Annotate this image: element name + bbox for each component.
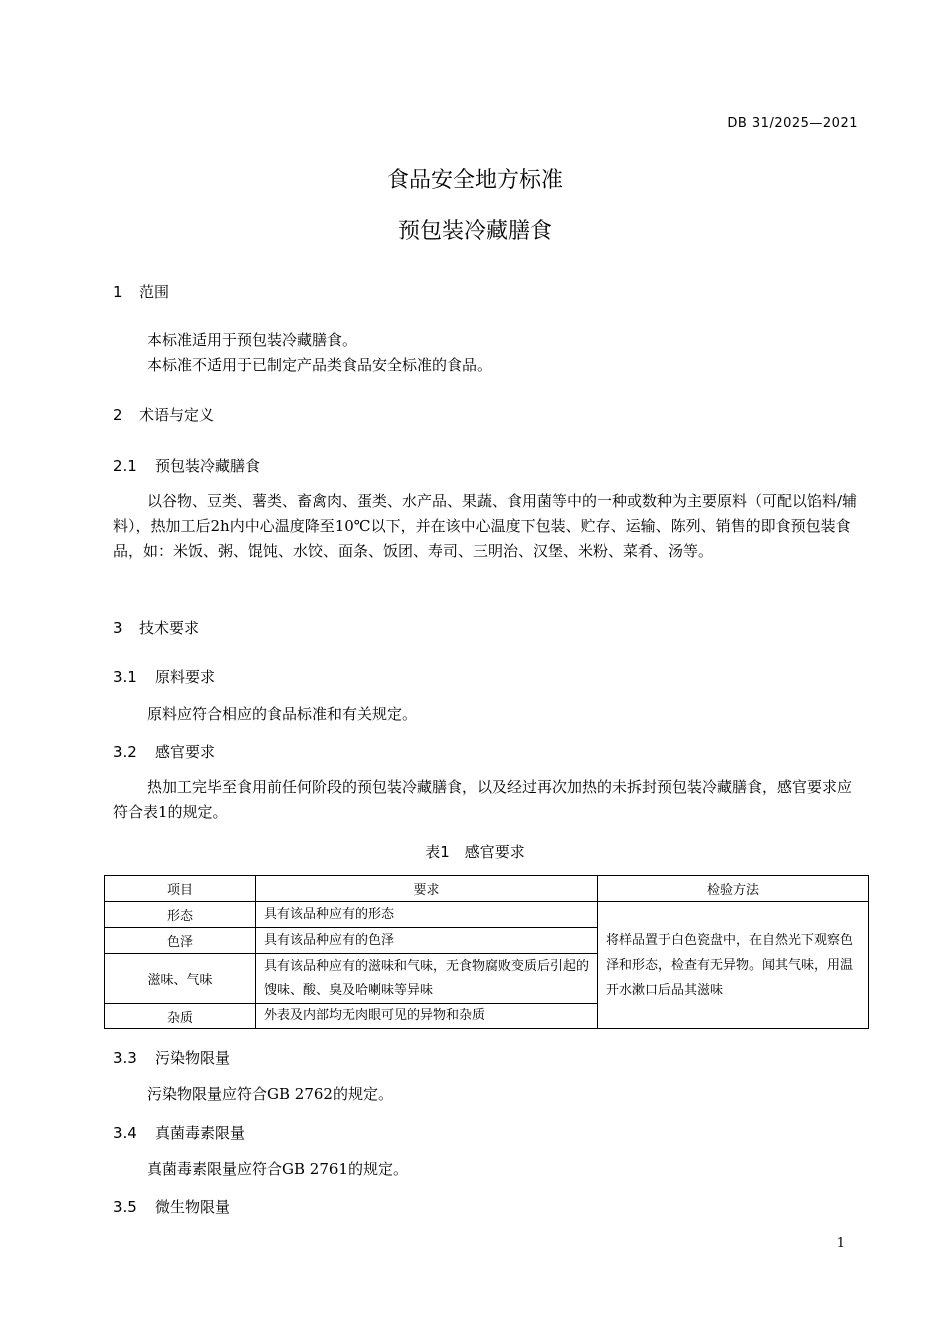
section-3-2-heading — [113, 741, 215, 762]
column-header: 检验方法 — [598, 876, 869, 902]
requirement-cell: 具有该品种应有的形态 — [256, 902, 598, 928]
section-title: 微生物限量 — [155, 1198, 231, 1216]
page-number: 1 — [836, 1236, 845, 1251]
column-header: 项目 — [105, 876, 256, 902]
section-3-5-heading — [113, 1196, 230, 1217]
section-number: 1 — [113, 283, 123, 301]
item-cell: 滋味、气味 — [105, 954, 256, 1004]
section-1-heading — [113, 281, 169, 302]
section-number: 3.2 — [113, 743, 137, 761]
requirement-cell: 具有该品种应有的滋味和气味，无食物腐败变质后引起的馊味、酸、臭及哈喇味等异味 — [256, 954, 598, 1004]
standard-title: 食品安全地方标准 — [386, 168, 563, 193]
paragraph: 本标准不适用于已制定产品类食品安全标准的食品。 — [147, 356, 493, 374]
section-3-heading — [113, 617, 199, 638]
section-title: 污染物限量 — [155, 1049, 231, 1067]
definition-paragraph: 以谷物、豆类、薯类、畜禽肉、蛋类、水产品、果蔬、食用菌等中的一种或数种为主要原料（可配以馅料/辅料），热加工后2h内中心温度降至10℃以下，并在该中心温度下包装、贮存、运输、陈列、销售的即食预包装食品，如：米饭、粥、馄饨、水饺、面条、饭团、寿司、三明治、汉堡、米粉、菜肴、汤等。 — [113, 492, 858, 560]
section-title: 原料要求 — [155, 668, 216, 686]
section-2-heading — [113, 404, 214, 425]
section-title: 术语与定义 — [139, 406, 215, 424]
item-cell: 色泽 — [105, 928, 256, 954]
section-number: 3 — [113, 619, 123, 637]
section-title: 范围 — [139, 283, 170, 301]
table-caption: 表1 感官要求 — [425, 843, 525, 861]
requirement-cell: 外表及内部均无肉眼可见的异物和杂质 — [256, 1004, 598, 1029]
paragraph: 真菌毒素限量应符合GB 2761的规定。 — [147, 1160, 408, 1178]
table-row — [105, 902, 869, 928]
section-number: 3.4 — [113, 1124, 137, 1142]
item-cell: 形态 — [105, 902, 256, 928]
section-number: 3.3 — [113, 1049, 137, 1067]
section-3-4-heading — [113, 1122, 245, 1143]
paragraph: 本标准适用于预包装冷藏膳食。 — [147, 331, 358, 349]
standard-subtitle: 预包装冷藏膳食 — [397, 219, 552, 244]
section-2-1-heading — [113, 455, 260, 476]
section-3-1-heading — [113, 666, 215, 687]
paragraph: 污染物限量应符合GB 2762的规定。 — [147, 1085, 393, 1103]
paragraph: 原料应符合相应的食品标准和有关规定。 — [147, 705, 418, 723]
section-number: 3.1 — [113, 668, 137, 686]
item-cell: 杂质 — [105, 1004, 256, 1029]
test-method-cell: 将样品置于白色瓷盘中，在自然光下观察色泽和形态，检查有无异物。闻其气味，用温开水漱口后品其滋味 — [598, 902, 869, 1029]
document-code: DB 31/2025—2021 — [727, 116, 858, 131]
section-3-3-heading — [113, 1047, 230, 1068]
section-title: 真菌毒素限量 — [155, 1124, 246, 1142]
column-header: 要求 — [256, 876, 598, 902]
section-title: 技术要求 — [139, 619, 200, 637]
section-number: 2 — [113, 406, 123, 424]
section-title: 感官要求 — [155, 743, 216, 761]
section-number: 2.1 — [113, 457, 137, 475]
table-header-row — [105, 876, 869, 902]
requirement-cell: 具有该品种应有的色泽 — [256, 928, 598, 954]
paragraph: 热加工完毕至食用前任何阶段的预包装冷藏膳食，以及经过再次加热的未拆封预包装冷藏膳食，感官要求应符合表1的规定。 — [113, 778, 853, 821]
section-number: 3.5 — [113, 1198, 137, 1216]
sensory-requirements-table — [104, 875, 869, 1029]
section-title: 预包装冷藏膳食 — [155, 457, 261, 475]
